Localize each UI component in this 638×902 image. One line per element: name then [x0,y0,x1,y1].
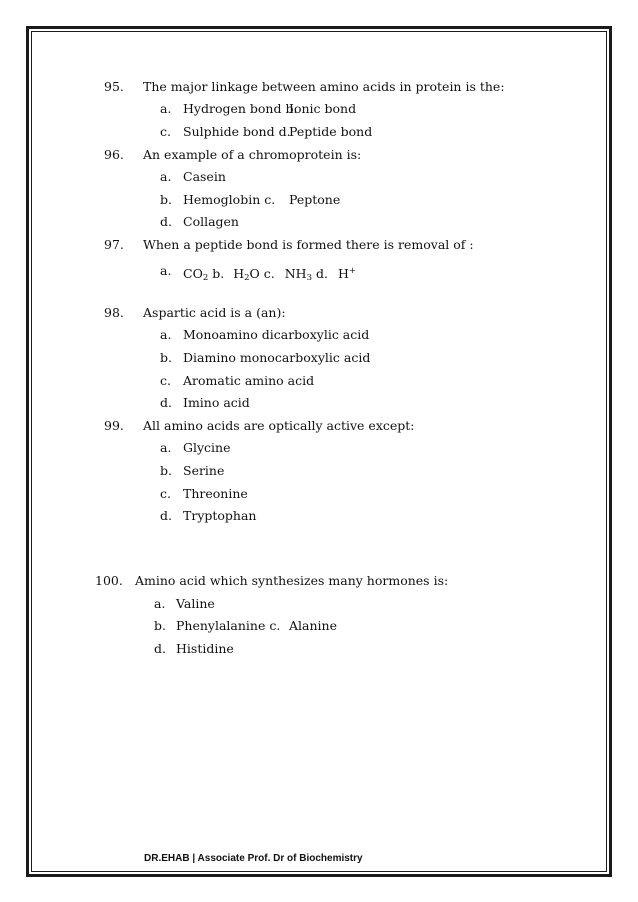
question-number-99: 99. [104,418,124,433]
option-text: Monoamino dicarboxylic acid [183,327,370,342]
option-text: Imino acid [183,395,250,410]
option-letter: b. [160,350,172,365]
formula-nh3: NH [284,266,307,281]
option-letter: c. [160,486,171,501]
option-letter: c. [160,124,171,139]
formula-co2: CO [183,266,203,281]
option-text: Threonine [183,486,248,501]
option-text: Histidine [176,641,234,656]
option-letter: b. [160,192,172,207]
option-text: Valine [176,596,215,611]
question-text-97: When a peptide bond is formed there is removal of : [143,237,474,252]
option-text: Peptone [289,192,341,207]
question-text-95: The major linkage between amino acids in protein is the: [143,79,505,94]
option-text: Phenylalanine c. [176,618,281,633]
page-footer: DR.EHAB | Associate Prof. Dr of Biochemistry [144,853,363,864]
option-text: Sulphide bond d. [183,124,291,139]
question-number-97: 97. [104,237,124,252]
option-text: Hemoglobin c. [183,192,276,207]
option-text: Aromatic amino acid [183,373,315,388]
option-letter: b. [154,618,166,633]
option-letter: d. [160,508,172,523]
option-letter: a. [154,596,166,611]
question-text-98: Aspartic acid is a (an): [143,305,286,320]
formula-hplus: H [337,266,349,281]
option-text: Glycine [183,440,231,455]
option-text: Casein [183,169,226,184]
question-number-95: 95. [104,79,124,94]
option-letter: a. [160,327,172,342]
formula-options-line: $CO_2$ b. $H_2O$ c. $NH_3$ d. H+ [183,266,356,283]
option-letter: a. [160,263,172,278]
option-text: Ionic bond [289,101,357,116]
question-number-100: 100. [95,573,123,588]
option-text: Alanine [289,618,337,633]
option-letter: d. [160,214,172,229]
option-letter: c. [160,373,171,388]
formula-h2o: H [233,266,245,281]
question-text-99: All amino acids are optically active except: [143,418,415,433]
question-number-98: 98. [104,305,124,320]
option-letter: b. [160,463,172,478]
option-text: Hydrogen bond b. [183,101,298,116]
option-text: Serine [183,463,225,478]
question-number-96: 96. [104,147,124,162]
question-text-100: Amino acid which synthesizes many hormones is: [135,573,449,588]
option-letter: a. [160,440,172,455]
option-text: Collagen [183,214,239,229]
option-text: Diamino monocarboxylic acid [183,350,371,365]
option-letter: a. [160,101,172,116]
option-letter: d. [154,641,166,656]
option-text: Peptide bond [289,124,373,139]
option-letter: d. [160,395,172,410]
option-text: Tryptophan [183,508,257,523]
option-letter: a. [160,169,172,184]
question-text-96: An example of a chromoprotein is: [143,147,362,162]
